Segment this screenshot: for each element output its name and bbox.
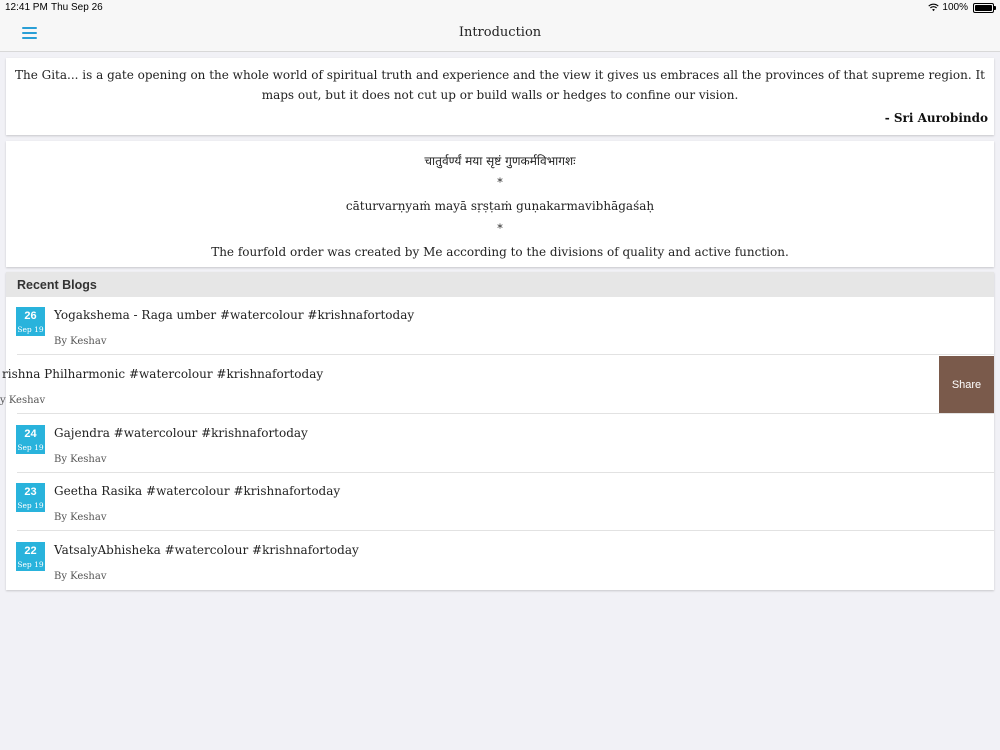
status-time: 12:41 PM (5, 2, 48, 13)
date-badge (16, 483, 45, 512)
page-title: Introduction (458, 25, 542, 40)
date-badge (16, 425, 45, 454)
date-day: 24 (24, 428, 37, 440)
date-month: Sep 19 (17, 325, 44, 334)
blog-author: By Keshav (54, 512, 107, 523)
date-day: 23 (24, 486, 37, 498)
row-divider (17, 530, 994, 531)
recent-blogs-header (6, 272, 994, 297)
battery-percent: 100% (942, 2, 968, 13)
status-bar (0, 0, 1000, 16)
nav-bar (0, 16, 1000, 52)
row-divider (17, 354, 994, 355)
share-button[interactable]: Share (939, 356, 994, 414)
status-right (928, 2, 994, 13)
blog-title: VatsalyAbhisheka #watercolour #krishnafortoday (54, 543, 359, 557)
blog-list-item[interactable] (6, 297, 994, 355)
blog-list-item[interactable] (6, 532, 994, 590)
blog-title: Gajendra #watercolour #krishnafortoday (54, 426, 308, 440)
wifi-icon (928, 3, 939, 12)
blog-list-item[interactable] (0, 356, 994, 414)
recent-blogs-card (0, 272, 994, 590)
verse-sanskrit: चातुर्वर्ण्यं मया सृष्टं गुणकर्मविभागशः (424, 154, 576, 168)
blog-title: rishna Philharmonic #watercolour #krishnafortoday (2, 367, 324, 381)
date-month: Sep 19 (17, 560, 44, 569)
date-day: 26 (24, 310, 37, 322)
blog-author: By Keshav (54, 454, 107, 465)
quote-card (6, 58, 994, 135)
status-date: Thu Sep 26 (51, 2, 103, 13)
date-day: 22 (24, 545, 37, 557)
blog-title: Yogakshema - Raga umber #watercolour #krishnafortoday (54, 308, 415, 322)
blog-author: By Keshav (54, 336, 107, 347)
verse-separator: * (497, 176, 503, 189)
verse-translation: The fourfold order was created by Me according to the divisions of quality and active function. (211, 245, 789, 259)
blog-list-item[interactable] (6, 473, 994, 531)
row-divider (17, 413, 994, 414)
blog-author: By Keshav (54, 571, 107, 582)
date-month: Sep 19 (17, 501, 44, 510)
date-month: Sep 19 (17, 443, 44, 452)
blog-list-item[interactable] (6, 415, 994, 473)
blog-title: Geetha Rasika #watercolour #krishnafortoday (54, 484, 341, 498)
verse-card (6, 141, 994, 267)
blog-author: y Keshav (0, 395, 46, 406)
recent-blogs-title: Recent Blogs (17, 278, 97, 292)
quote-author: - Sri Aurobindo (884, 111, 988, 125)
date-badge (16, 307, 45, 336)
verse-transliteration: cāturvarṇyaṁ mayā sṛṣṭaṁ guṇakarmavibhāgaśaḥ (345, 199, 655, 213)
verse-separator: * (497, 222, 503, 235)
date-badge (16, 542, 45, 571)
battery-icon (973, 3, 994, 13)
quote-text: The Gita... is a gate opening on the whole world of spiritual truth and experience and the view it gives us embraces all the provinces of that supreme region. It maps out, but it does not cut up or build walls or hedges to confine our vision. (14, 68, 986, 102)
